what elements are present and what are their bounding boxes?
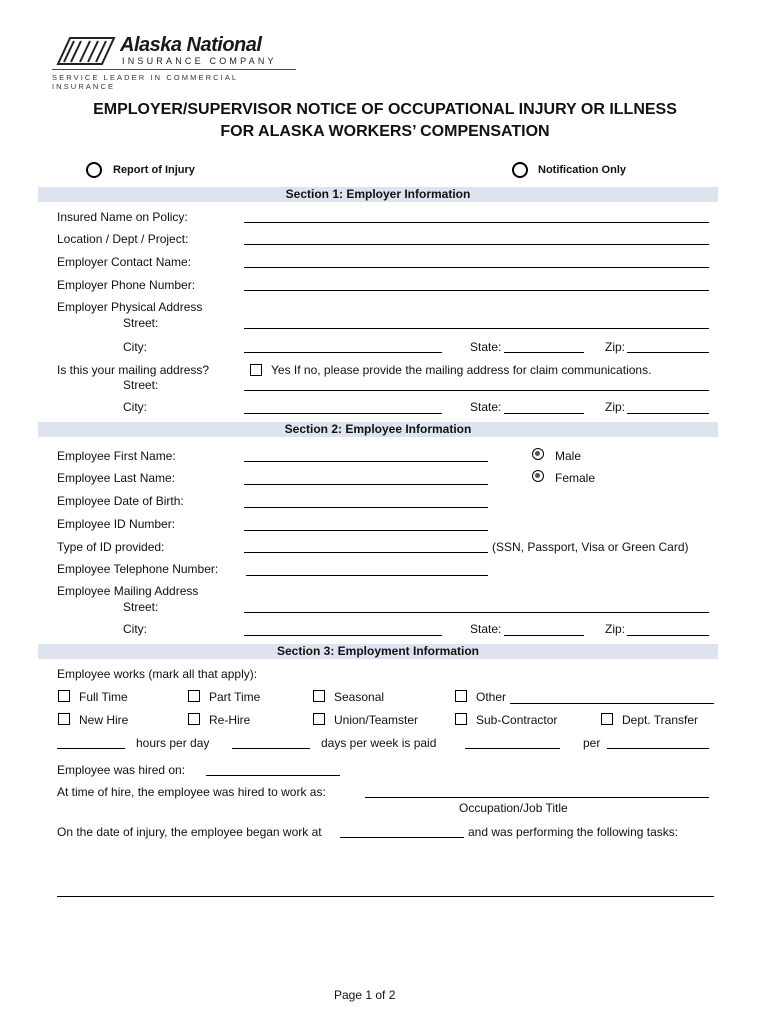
mailing-yes-label: Yes If no, please provide the mailing address for claim communications. [271, 363, 652, 377]
employer-street-label: Street: [123, 316, 159, 330]
employee-state-label: State: [470, 622, 502, 636]
mailing-city-label: City: [123, 400, 147, 414]
employer-city-label: City: [123, 340, 147, 354]
union-label: Union/Teamster [334, 713, 419, 727]
mailing-question-label: Is this your mailing address? [57, 363, 210, 377]
male-label: Male [555, 449, 582, 463]
occupation-caption: Occupation/Job Title [459, 801, 568, 815]
employer-address-label: Employer Physical Address [57, 300, 203, 314]
full-time-label: Full Time [79, 690, 128, 704]
employee-street-label: Street: [123, 600, 159, 614]
section1-header [38, 187, 718, 202]
employer-state-field[interactable] [504, 352, 584, 353]
mailing-street-label: Street: [123, 378, 159, 392]
company-logo [52, 34, 302, 91]
employee-id-field[interactable] [244, 530, 488, 531]
insured-name-label: Insured Name on Policy: [57, 210, 188, 224]
employer-contact-label: Employer Contact Name: [57, 255, 192, 269]
mailing-city-field[interactable] [244, 413, 442, 414]
full-time-checkbox[interactable] [58, 690, 70, 702]
form-title-line1: EMPLOYER/SUPERVISOR NOTICE OF OCCUPATIONAL INJURY OR ILLNESS [93, 101, 677, 118]
employee-dob-field[interactable] [244, 507, 488, 508]
new-hire-checkbox[interactable] [58, 713, 70, 725]
pay-period-field[interactable] [607, 748, 709, 749]
new-hire-label: New Hire [79, 713, 129, 727]
logo-mark-icon [52, 36, 116, 66]
section3-header [38, 644, 718, 659]
report-of-injury-radio[interactable] [86, 162, 102, 178]
female-label: Female [555, 471, 596, 485]
employee-telephone-label: Employee Telephone Number: [57, 562, 219, 576]
seasonal-label: Seasonal [334, 690, 385, 704]
employee-first-name-field[interactable] [244, 461, 488, 462]
employee-zip-label: Zip: [605, 622, 626, 636]
id-type-hint: (SSN, Passport, Visa or Green Card) [492, 540, 689, 554]
began-work-field[interactable] [340, 837, 464, 838]
notification-only-radio[interactable] [512, 162, 528, 178]
employee-last-name-label: Employee Last Name: [57, 471, 176, 485]
hired-on-label: Employee was hired on: [57, 763, 186, 777]
male-radio[interactable] [532, 448, 544, 460]
re-hire-checkbox[interactable] [188, 713, 200, 725]
employer-zip-field[interactable] [627, 352, 709, 353]
days-label: days per week is paid [321, 736, 437, 750]
employee-mailing-label: Employee Mailing Address [57, 584, 199, 598]
employee-street-field[interactable] [244, 612, 709, 613]
logo-divider [52, 69, 296, 70]
logo-tagline: SERVICE LEADER IN COMMERCIAL INSURANCE [52, 73, 238, 91]
employee-city-label: City: [123, 622, 147, 636]
employer-zip-label: Zip: [605, 340, 626, 354]
tasks-label: and was performing the following tasks: [468, 825, 679, 839]
location-field[interactable] [244, 244, 709, 245]
per-label: per [583, 736, 601, 750]
part-time-label: Part Time [209, 690, 261, 704]
mailing-yes-checkbox[interactable] [250, 364, 262, 376]
insured-name-field[interactable] [244, 222, 709, 223]
mailing-zip-label: Zip: [605, 400, 626, 414]
employer-phone-label: Employer Phone Number: [57, 278, 196, 292]
employer-city-field[interactable] [244, 352, 442, 353]
mailing-zip-field[interactable] [627, 413, 709, 414]
employee-dob-label: Employee Date of Birth: [57, 494, 184, 508]
employee-telephone-field[interactable] [246, 575, 488, 576]
page-number: Page 1 of 2 [334, 988, 396, 1002]
employer-contact-field[interactable] [244, 267, 709, 268]
report-of-injury-label: Report of Injury [113, 164, 195, 176]
sub-contractor-checkbox[interactable] [455, 713, 467, 725]
notification-only-label: Notification Only [538, 164, 626, 176]
mailing-street-field[interactable] [244, 390, 709, 391]
section2-title: Section 2: Employee Information [284, 422, 472, 436]
other-field[interactable] [510, 703, 714, 704]
employee-state-field[interactable] [504, 635, 584, 636]
employee-first-name-label: Employee First Name: [57, 449, 176, 463]
location-label: Location / Dept / Project: [57, 232, 189, 246]
mailing-state-label: State: [470, 400, 502, 414]
other-checkbox[interactable] [455, 690, 467, 702]
pay-amount-field[interactable] [465, 748, 560, 749]
logo-subtitle: INSURANCE COMPANY [122, 56, 277, 66]
seasonal-checkbox[interactable] [313, 690, 325, 702]
began-work-label: On the date of injury, the employee began work at [57, 825, 322, 839]
hired-as-label: At time of hire, the employee was hired to work as: [57, 785, 326, 799]
section2-header [38, 422, 718, 437]
hours-field[interactable] [57, 748, 125, 749]
hours-label: hours per day [136, 736, 210, 750]
mailing-state-field[interactable] [504, 413, 584, 414]
logo-brand: Alaska National [120, 34, 262, 56]
female-radio[interactable] [532, 470, 544, 482]
tasks-field[interactable] [57, 896, 714, 897]
employer-street-field[interactable] [244, 328, 709, 329]
id-type-field[interactable] [244, 552, 488, 553]
employee-last-name-field[interactable] [244, 484, 488, 485]
part-time-checkbox[interactable] [188, 690, 200, 702]
hired-as-field[interactable] [365, 797, 709, 798]
union-checkbox[interactable] [313, 713, 325, 725]
dept-transfer-label: Dept. Transfer [622, 713, 699, 727]
employer-state-label: State: [470, 340, 502, 354]
sub-contractor-label: Sub-Contractor [476, 713, 558, 727]
re-hire-label: Re-Hire [209, 713, 251, 727]
employee-city-field[interactable] [244, 635, 442, 636]
employer-phone-field[interactable] [244, 290, 709, 291]
section1-title: Section 1: Employer Information [285, 187, 471, 201]
section3-title: Section 3: Employment Information [276, 644, 480, 658]
employee-id-label: Employee ID Number: [57, 517, 176, 531]
dept-transfer-checkbox[interactable] [601, 713, 613, 725]
days-field[interactable] [232, 748, 310, 749]
form-title-line2: FOR ALASKA WORKERS’ COMPENSATION [220, 123, 550, 140]
hired-on-field[interactable] [206, 775, 340, 776]
id-type-label: Type of ID provided: [57, 540, 165, 554]
works-label: Employee works (mark all that apply): [57, 667, 258, 681]
other-label: Other [476, 690, 507, 704]
employee-zip-field[interactable] [627, 635, 709, 636]
